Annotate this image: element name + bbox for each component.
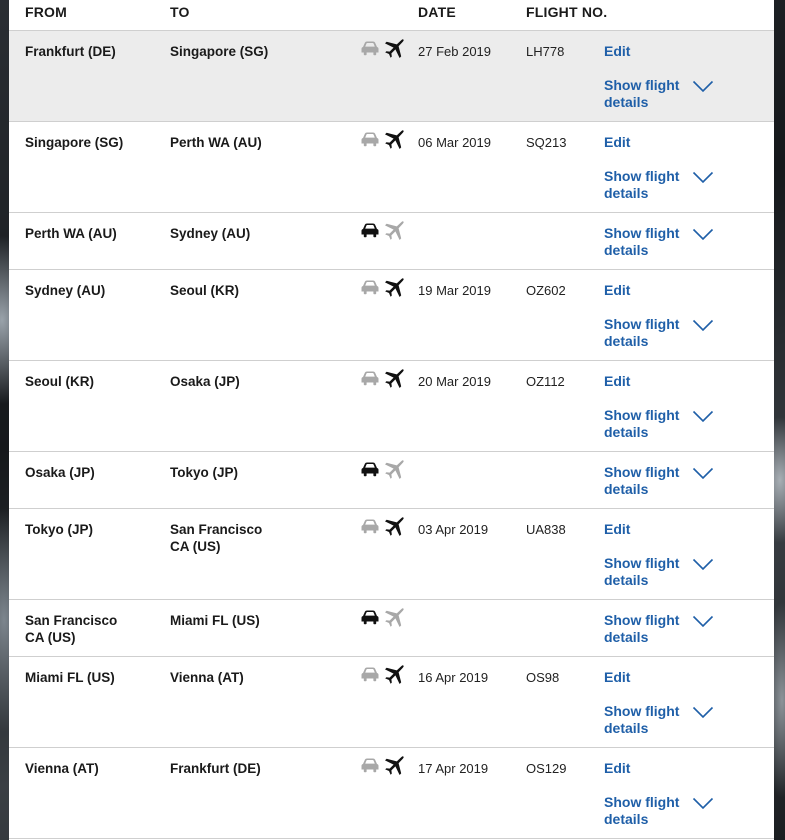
chevron-down-icon [692,706,714,719]
flight-number: SQ213 [526,135,567,150]
plane-icon [384,130,404,150]
plane-icon [384,39,404,59]
car-icon [360,665,380,685]
table-row [9,213,774,270]
table-row [9,600,774,657]
to-city: Sydney (AU) [170,226,251,241]
from-city: Tokyo (JP) [25,522,94,537]
plane-icon [384,278,404,298]
from-cell [25,134,155,151]
chevron-down-icon [692,797,714,810]
header-from: FROM [25,4,68,20]
edit-link[interactable]: Edit [604,521,631,537]
show-flight-details-link[interactable] [604,612,734,646]
transport-mode [360,665,406,685]
edit-link[interactable]: Edit [604,43,631,59]
details-label-line1: Show flight [604,555,680,571]
show-flight-details-link[interactable] [604,168,734,202]
from-city: Singapore (SG) [25,135,124,150]
details-label-line2: details [604,572,649,588]
transport-mode [360,278,406,298]
flight-number: OS129 [526,761,567,776]
flight-date: 17 Apr 2019 [418,761,489,776]
details-label-line2: details [604,720,649,736]
edit-link[interactable]: Edit [604,134,631,150]
show-flight-details-link[interactable] [604,225,734,259]
table-row [9,361,774,452]
details-label-line2: details [604,333,649,349]
car-icon [360,221,380,241]
car-icon [360,130,380,150]
chevron-down-icon [692,615,714,628]
chevron-down-icon [692,467,714,480]
show-flight-details-link[interactable] [604,316,734,350]
to-city-line2: CA (US) [170,539,221,554]
details-label-line2: details [604,242,649,258]
header-date: DATE [418,4,456,20]
from-city: Osaka (JP) [25,465,95,480]
plane-icon [384,517,404,537]
from-cell [25,760,155,777]
to-cell [170,669,300,686]
to-city: Frankfurt (DE) [170,761,261,776]
to-cell [170,464,300,481]
details-label-line1: Show flight [604,168,680,184]
to-city: Vienna (AT) [170,670,244,685]
header-to: TO [170,4,190,20]
show-flight-details-link[interactable] [604,464,734,498]
flight-date: 16 Apr 2019 [418,670,489,685]
transport-mode [360,608,406,628]
details-label-line1: Show flight [604,794,680,810]
car-icon [360,460,380,480]
itinerary-panel [9,0,774,840]
from-cell [25,282,155,299]
flight-number: OZ602 [526,283,566,298]
to-cell [170,612,300,629]
details-label-line1: Show flight [604,225,680,241]
show-flight-details-link[interactable] [604,407,734,441]
from-city: Perth WA (AU) [25,226,117,241]
from-city-line2: CA (US) [25,630,76,645]
from-cell [25,521,155,538]
chevron-down-icon [692,80,714,93]
show-flight-details-link[interactable] [604,703,734,737]
transport-mode [360,369,406,389]
from-city: Sydney (AU) [25,283,106,298]
car-icon [360,517,380,537]
flight-number: OS98 [526,670,560,685]
to-city: Miami FL (US) [170,613,260,628]
plane-icon [384,608,404,628]
from-city: Vienna (AT) [25,761,99,776]
from-cell [25,464,155,481]
from-city: Frankfurt (DE) [25,44,116,59]
details-label-line2: details [604,629,649,645]
table-row [9,122,774,213]
to-cell [170,760,300,777]
show-flight-details-link[interactable] [604,77,734,111]
chevron-down-icon [692,228,714,241]
car-icon [360,608,380,628]
table-row [9,509,774,600]
table-row [9,270,774,361]
transport-mode [360,39,406,59]
details-label-line2: details [604,94,649,110]
flight-number: OZ112 [526,374,565,389]
details-label-line2: details [604,481,649,497]
show-flight-details-link[interactable] [604,794,734,828]
to-cell [170,43,300,60]
from-city: Miami FL (US) [25,670,115,685]
table-row [9,31,774,122]
transport-mode [360,756,406,776]
from-cell [25,373,155,390]
flight-date: 06 Mar 2019 [418,135,491,150]
to-cell [170,282,300,299]
table-row [9,748,774,839]
car-icon [360,369,380,389]
to-city: Seoul (KR) [170,283,239,298]
to-cell [170,225,300,242]
chevron-down-icon [692,558,714,571]
to-cell [170,521,300,555]
chevron-down-icon [692,171,714,184]
edit-link[interactable]: Edit [604,282,631,298]
flight-date: 19 Mar 2019 [418,283,491,298]
to-city: Tokyo (JP) [170,465,239,480]
plane-icon [384,460,404,480]
details-label-line1: Show flight [604,464,680,480]
transport-mode [360,460,406,480]
details-label-line1: Show flight [604,407,680,423]
details-label-line2: details [604,185,649,201]
car-icon [360,756,380,776]
to-city: Perth WA (AU) [170,135,262,150]
chevron-down-icon [692,319,714,332]
car-icon [360,278,380,298]
itinerary-rows [9,31,774,839]
to-cell [170,134,300,151]
table-row [9,452,774,509]
edit-link[interactable]: Edit [604,669,631,685]
to-city: Osaka (JP) [170,374,240,389]
edit-link[interactable]: Edit [604,373,631,389]
flight-date: 03 Apr 2019 [418,522,489,537]
to-city: Singapore (SG) [170,44,269,59]
flight-date: 20 Mar 2019 [418,374,491,389]
transport-mode [360,517,406,537]
to-cell [170,373,300,390]
transport-mode [360,221,406,241]
car-icon [360,39,380,59]
to-city-line1: San Francisco [170,522,263,537]
from-cell [25,669,155,686]
details-label-line1: Show flight [604,77,680,93]
table-row [9,657,774,748]
from-cell [25,612,155,646]
details-label-line1: Show flight [604,703,680,719]
plane-icon [384,756,404,776]
flight-number: LH778 [526,44,565,59]
from-city-line1: San Francisco [25,613,118,628]
edit-link[interactable]: Edit [604,760,631,776]
flight-number: UA838 [526,522,566,537]
from-cell [25,43,155,60]
show-flight-details-link[interactable] [604,555,734,589]
header-flight-no: FLIGHT NO. [526,4,608,20]
details-label-line1: Show flight [604,316,680,332]
plane-icon [384,369,404,389]
from-cell [25,225,155,242]
flight-date: 27 Feb 2019 [418,44,492,59]
plane-icon [384,221,404,241]
plane-icon [384,665,404,685]
details-label-line2: details [604,811,649,827]
chevron-down-icon [692,410,714,423]
transport-mode [360,130,406,150]
details-label-line2: details [604,424,649,440]
details-label-line1: Show flight [604,612,680,628]
from-city: Seoul (KR) [25,374,94,389]
table-header [9,0,774,31]
